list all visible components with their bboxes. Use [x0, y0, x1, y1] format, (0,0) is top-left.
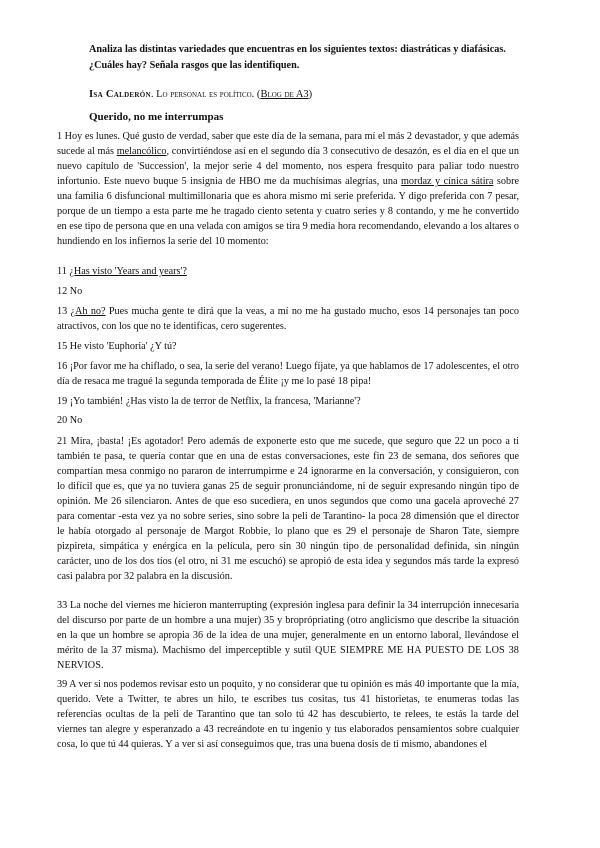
- paragraph-text: 33 La noche del viernes me hicieron manterrupting (expresión inglesa para definir la 34 interrupción innecesaria del discurso por parte de un hombre a una mujer) 35 y broprópriating (otro anglicismo que describe la situación en la que un hombre se apropia 36 de la idea de una mujer, generalmente en un entorno laboral, llevándose el mérito de la 37 misma). Machismo del imperceptible y sutil: [57, 600, 519, 656]
- source-close: ): [308, 89, 313, 100]
- blog-link[interactable]: Blog de A3: [260, 89, 309, 100]
- paragraph-12: 12 No: [57, 286, 83, 297]
- paragraph-text: Pues mucha gente te dirá que la veas, a mí no me ha gustado mucho, esos 14 personajes tan poco atractivos, con los que no te identificas, cero sugerentes.: [57, 306, 519, 332]
- paragraph-21: 21 Mira, ¡basta! ¡Es agotador! Pero además de exponerte esto que me sucede, que seguro que 22 un poco a ti también te pasa, te quería contar que en una de estas conversaciones, este fin 23 de semana, dos señores que compartían mesa conmigo no pararon de interrumpirme e 24 ignorarme en la conversación, y consiguieron, con lo difícil que es, que ya no tuviera ganas 25 de seguir pronunciándome, ni de seguir expresando ningún tipo de opinión. Me 26 silenciaron. Antes de que eso sucediera, en unos segundos que como una gacela aproveché 27 para comentar -esta vez ya no sobre series, sino sobre la peli de Tarantino- la poca 28 dimensión que el director le había otorgado al personaje de Margot Robbie, lo plano que es 29 el personaje de Sharon Tate, siempre pizpireta, simpática y enérgica en la película, pero sin 30 ningún tipo de personalidad definida, sin ningún carácter, uno de los dos tíos (el otro, ni 31 me escuchó) se apropió de esta idea y segundos más tarde la expresó casi palabra por 32 palabra en la discusión.: [57, 436, 519, 582]
- paragraph-19: 19 ¡Yo también! ¿Has visto la de terror de Netflix, la francesa, 'Marianne'?: [57, 396, 361, 407]
- paragraph-text: , convirtiéndose así en el segundo día 3 consecutivo de desazón, es el día en el que un nuevo capítulo de 'Succession', la mejor serie 4 del momento, nos espera fresquito para paliar todo nuestro infortunio. Este nuevo buque 5 insignia de HBO me da muchísimas alegrías, una: [57, 146, 519, 187]
- paragraph-39: 39 A ver si nos podemos revisar esto un poquito, y no considerar que tu opinión es más 40 importante que la mía, querido. Vete a Twitter, te abres un hilo, te escribes tus cositas, tus 41 historietas, te enumeras todas las referencias ocultas de la peli de Tarantino que tan solo tú 42 has descubierto, te relees, te estás la tarde del viernes tan alegre y esperanzado a 43 recreándote en tu ingenio y tus elaborados pensamientos sobre cualquier cosa, lo que tú 44 quieras. Y a ver si así conseguimos que, tras una buena dosis de ti mismo, abandones el: [57, 679, 519, 750]
- paragraph-text: sobre una familia 6 disfuncional multimillonaria que es ahora mismo mi serie preferida. Y digo preferida con 7 pesar, porque de un tiempo a esta parte me he tragado ciento setenta y cuatro series y 8 contando, y me he convertido en ese tipo de persona que en una velada con amigos se tira 9 media hora recomendando, elevando a los altares o hundiendo en los infiernos la serie del 10 momento:: [57, 176, 519, 247]
- line-number: 13: [57, 306, 71, 317]
- uppercase-phrase: QUE SIEMPRE ME HA PUESTO DE LOS 38 NERVIOS.: [57, 645, 519, 671]
- underlined-word: melancólico: [116, 146, 167, 157]
- underlined-phrase: mordaz y cínica sátira: [400, 176, 494, 187]
- paragraph-13: [57, 304, 519, 334]
- underlined-phrase: ¿Ah no?: [70, 306, 106, 317]
- paragraph-16: 16 ¡Por favor me ha chiflado, o sea, la serie del verano! Luego fíjate, ya que hablamos de 17 adolescentes, el otro día de resaca me tragué la segunda temporada de Élite ¡y me lo pasé 18 pipa!: [57, 361, 519, 387]
- paragraph-15: 15 He visto 'Euphoria' ¿Y tú?: [57, 341, 177, 352]
- underlined-question: ¿Has visto 'Years and years'?: [69, 266, 187, 277]
- line-number: 11: [57, 266, 70, 277]
- paragraph-1: [57, 129, 519, 249]
- paragraph-20: 20 No: [57, 415, 83, 426]
- source-separator: .: [150, 89, 157, 100]
- article-author: Isa Calderón: [89, 89, 151, 100]
- article-title: Querido, no me interrumpas: [89, 111, 224, 123]
- paragraph-33: [57, 598, 519, 673]
- article-source: [89, 89, 312, 100]
- exercise-instructions: Analiza las distintas variedades que encuentras en los siguientes textos: diastráticas y diafásicas. ¿Cuáles hay? Señala rasgos que las identifiquen.: [89, 44, 506, 71]
- paragraph-text: 1 Hoy es lunes. Qué gusto de verdad, saber que este día de la semana, para mí el más 2 devastador, y que además sucede al más: [57, 131, 519, 157]
- paragraph-11: [57, 264, 519, 279]
- article-section: Lo personal es político. (: [156, 89, 261, 100]
